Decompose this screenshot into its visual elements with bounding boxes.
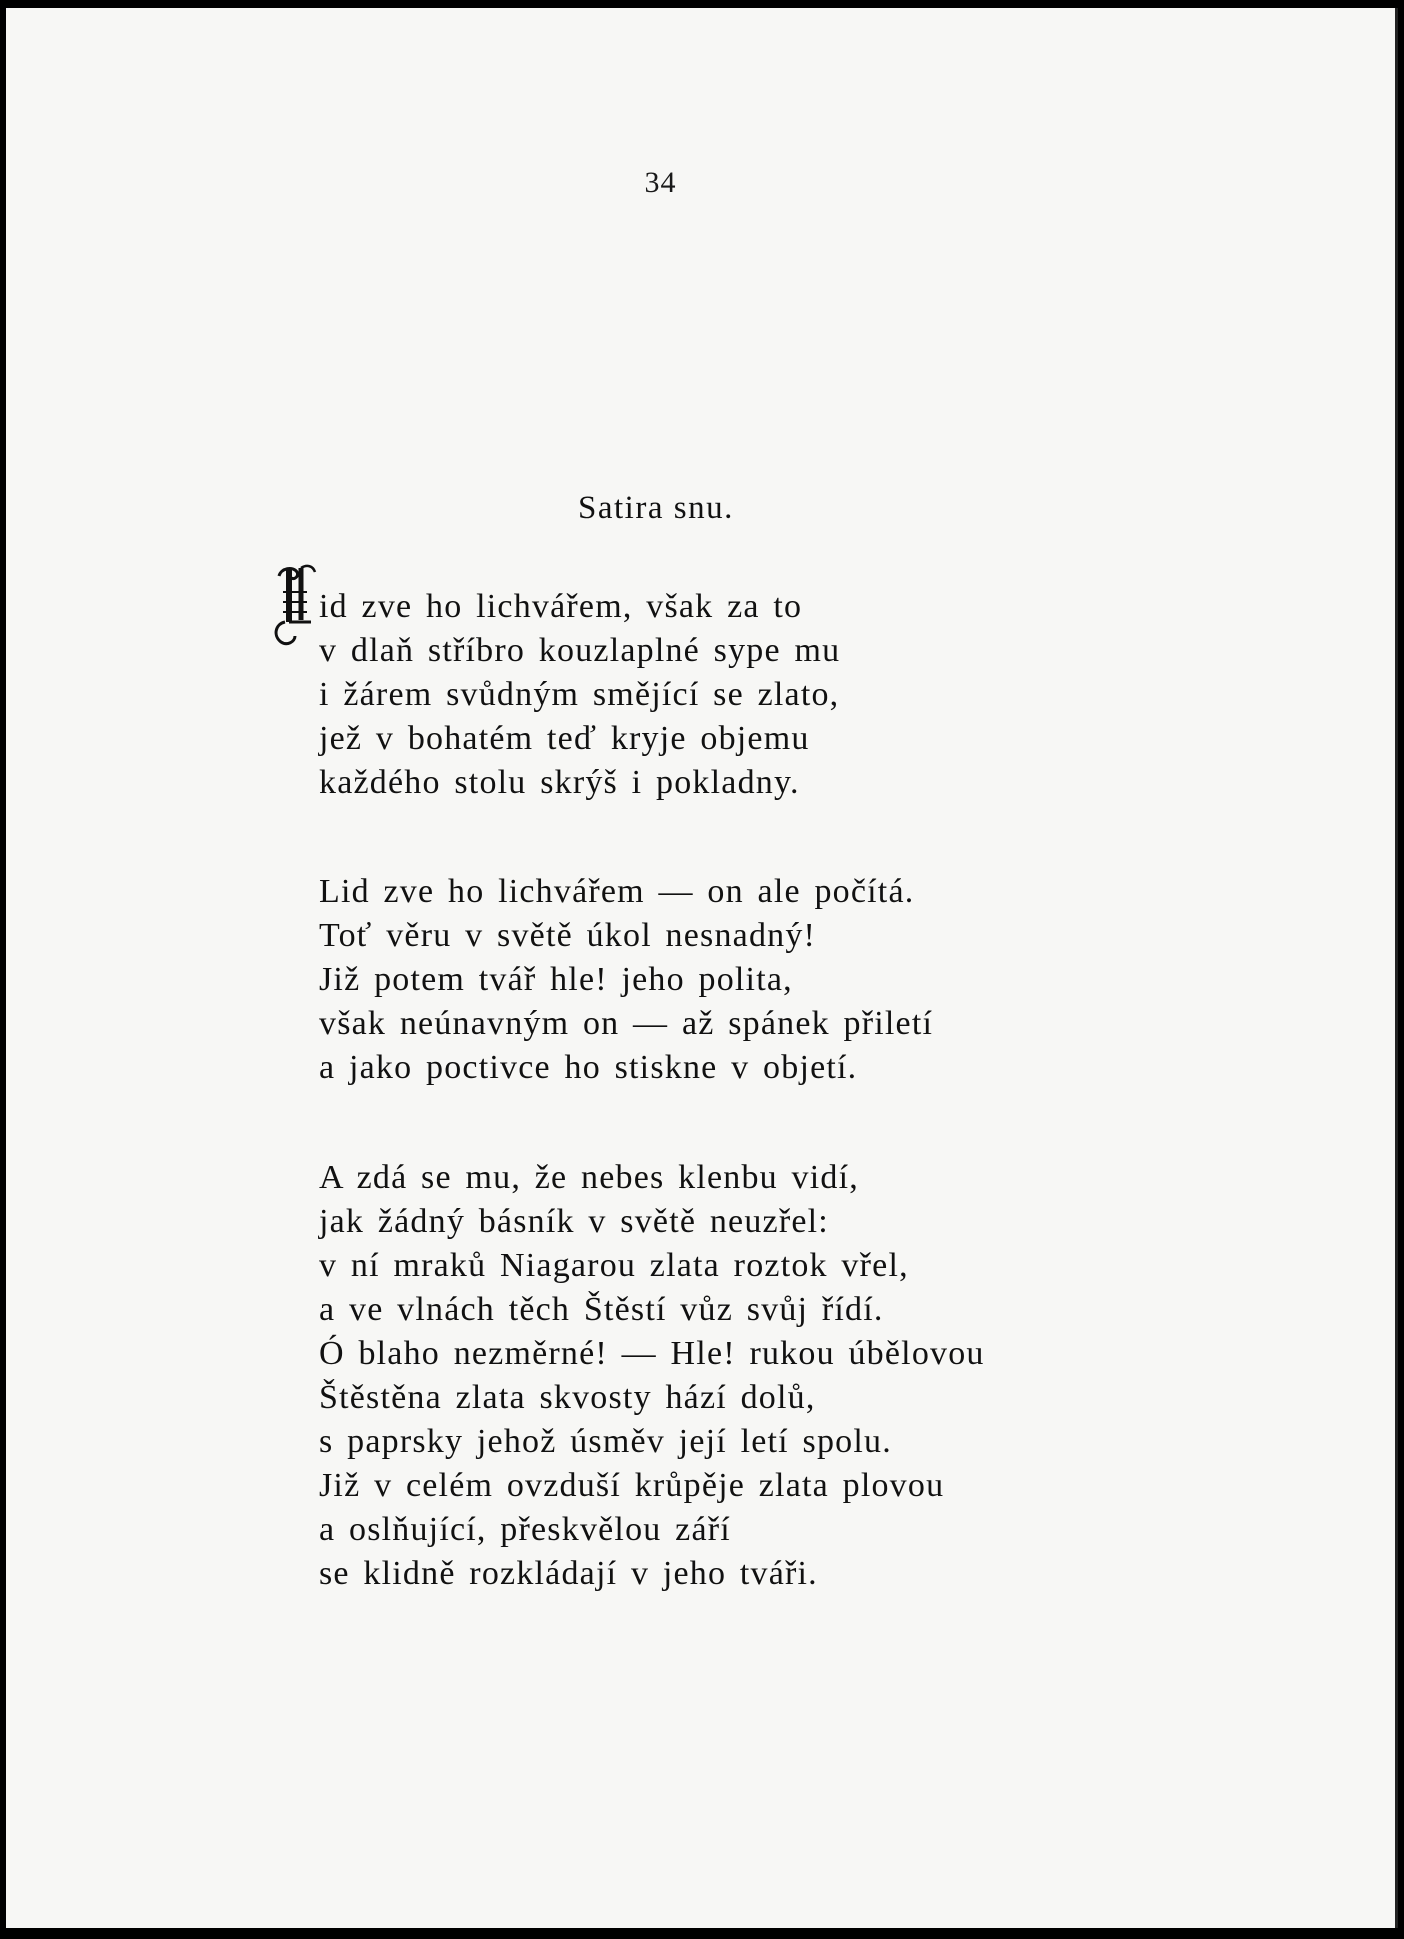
verse-line: Toť věru v světě úkol nesnadný! (319, 917, 817, 954)
verse-line: a oslňující, přeskvělou září (319, 1511, 731, 1548)
verse-line: každého stolu skrýš i pokladny. (319, 764, 800, 801)
verse-line: jež v bohatém teď kryje objemu (319, 720, 810, 757)
verse-line: A zdá se mu, že nebes klenbu vidí, (319, 1159, 859, 1196)
verse-line: v dlaň stříbro kouzlaplné sype mu (319, 632, 841, 669)
verse-line: Již potem tvář hle! jeho polita, (319, 961, 793, 998)
verse-line: id zve ho lichvářem, však za to (319, 588, 803, 625)
verse-line: a ve vlnách těch Štěstí vůz svůj řídí. (319, 1291, 884, 1328)
verse-line: a jako poctivce ho stiskne v objetí. (319, 1049, 858, 1086)
verse-line: však neúnavným on — až spánek přiletí (319, 1005, 934, 1042)
verse-line: Lid zve ho lichvářem — on ale počítá. (319, 873, 915, 910)
stanza-2 (319, 870, 933, 1090)
verse-line: s paprsky jehož úsměv její letí spolu. (319, 1423, 892, 1460)
drop-cap-glyph (271, 562, 319, 652)
verse-line: v ní mraků Niagarou zlata roztok vřel, (319, 1247, 909, 1284)
verse-line: Ó blaho nezměrné! — Hle! rukou úbělovou (319, 1335, 985, 1372)
verse-line: Štěstěna zlata skvosty hází dolů, (319, 1379, 816, 1416)
decorative-initial-letter (271, 562, 319, 652)
stanza-1 (319, 585, 840, 805)
verse-line: jak žádný básník v světě neuzřel: (319, 1203, 829, 1240)
stanza-3 (319, 1156, 985, 1596)
verse-line: i žárem svůdným smějící se zlato, (319, 676, 840, 713)
book-page (6, 8, 1398, 1928)
verse-line: Již v celém ovzduší krůpěje zlata plovou (319, 1467, 945, 1504)
page-number: 34 (644, 166, 677, 199)
verse-line: se klidně rozkládají v jeho tváři. (319, 1555, 818, 1592)
poem-title: Satira snu. (578, 490, 734, 526)
